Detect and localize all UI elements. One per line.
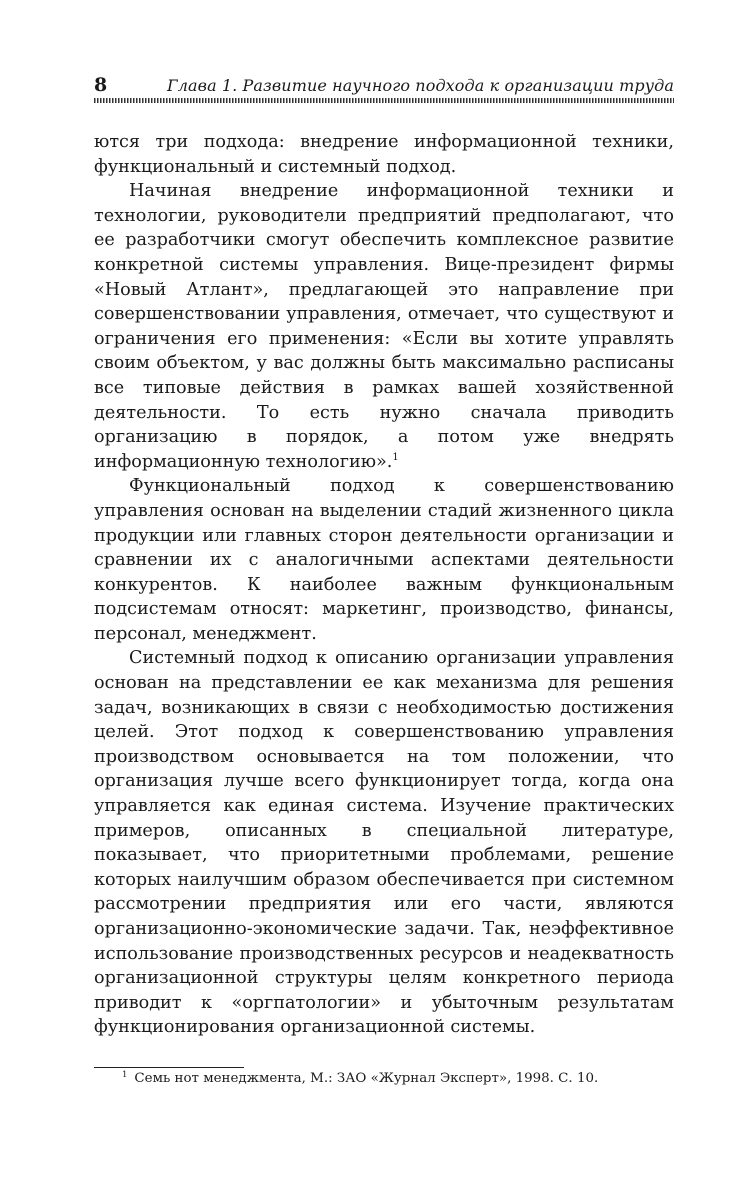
- header-dotted-rule: [94, 98, 674, 103]
- footnote: [94, 1069, 674, 1089]
- paragraph: [94, 179, 674, 474]
- page-number: 8: [94, 74, 108, 96]
- paragraph-text: Начиная внедрение информационной техники и технологии, руководители предприятий предполагают, что ее разработчики смогут обеспечить комплексное развитие конкретной системы управления. Вице-президент фирмы «Новый Атлант», предлагающей это направление при совершенствовании управления, отмечает, что существуют и ограничения его применения: «Если вы хотите управлять своим объектом, у вас должны быть максимально расписаны все типовые действия в рамках вашей хозяйственной деятельности. То есть нужно сначала приводить организацию в порядок, а потом уже внедрять информационную технологию».: [94, 181, 674, 472]
- footnote-rule: [94, 1067, 244, 1068]
- footnote-ref: 1: [392, 451, 399, 463]
- paragraph: Системный подход к описанию организации управления основан на представлении ее как механизма для решения задач, возникающих в связи с необходимостью достижения целей. Этот подход к совершенствованию управления производством основывается на том положении, что организация лучше всего функционирует тогда, когда она управляется как единая система. Изучение практических примеров, описанных в специальной литературе, показывает, что приоритетными проблемами, решение которых наилучшим образом обеспечивается при системном рассмотрении предприятия или его части, являются организационно-экономические задачи. Так, неэффективное использование производственных ресурсов и неадекватность организационной структуры целям конкретного периода приводит к «оргпатологии» и убыточным результатам функционирования организационной системы.: [94, 648, 674, 1038]
- paragraph: ются три подхода: внедрение информационной техники, функциональный и системный подход.: [94, 132, 674, 177]
- chapter-title: Глава 1. Развитие научного подхода к организации труда: [167, 76, 674, 95]
- footnote-marker: 1: [122, 1070, 128, 1080]
- paragraph: Функциональный подход к совершенствованию управления основан на выделении стадий жизненного цикла продукции или главных сторон деятельности организации и сравнении их с аналогичными аспектами деятельности конкурентов. К наиболее важным функциональным подсистемам относят: маркетинг, производство, финансы, персонал, менеджмент.: [94, 476, 674, 644]
- body-text: [94, 130, 674, 1040]
- running-head: [94, 74, 674, 98]
- footnote-text: Семь нот менеджмента, М.: ЗАО «Журнал Эксперт», 1998. С. 10.: [134, 1071, 599, 1086]
